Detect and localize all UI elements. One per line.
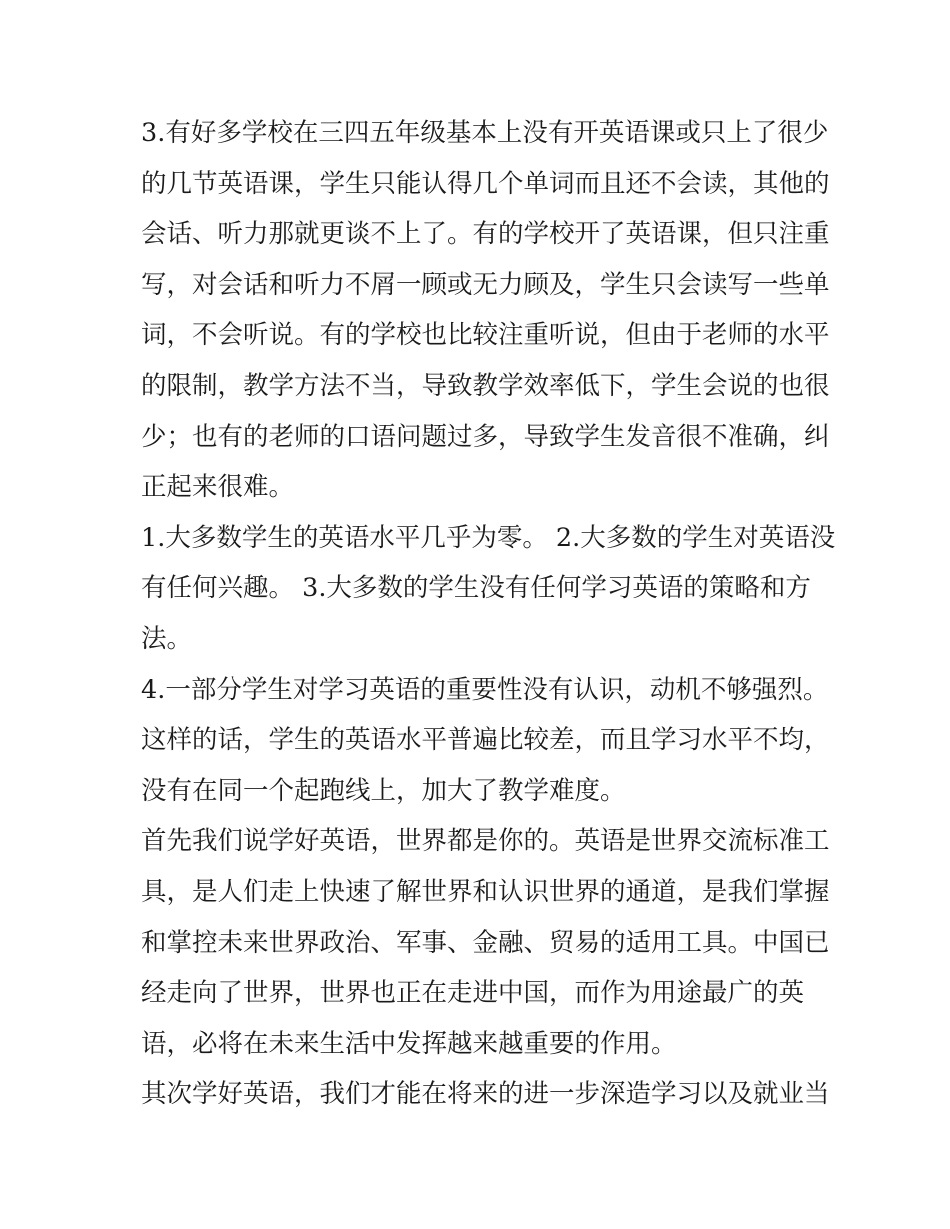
text-line: 4.一部分学生对学习英语的重要性没有认识，动机不够强烈。: [141, 674, 829, 705]
text-line: 正起来很难。: [141, 472, 295, 503]
text-line: 其次学好英语，我们才能在将来的进一步深造学习以及就业当: [141, 1079, 830, 1110]
text-line: 没有在同一个起跑线上，加大了教学难度。: [141, 775, 626, 806]
text-line: 写，对会话和听力不屑一顾或无力顾及，学生只会读写一些单: [141, 269, 830, 300]
text-line: 经走向了世界，世界也正在走进中国，而作为用途最广的英: [141, 978, 805, 1009]
text-line: 3.有好多学校在三四五年级基本上没有开英语课或只上了很少: [141, 118, 829, 148]
text-line: 法。: [141, 623, 193, 654]
text-line: 和掌控未来世界政治、军事、金融、贸易的适用工具。中国已: [141, 927, 830, 958]
text-line: 的几节英语课，学生只能认得几个单词而且还不会读，其他的: [141, 168, 830, 199]
body-text: [141, 108, 836, 1120]
text-line: 少；也有的老师的口语问题过多，导致学生发音很不准确，纠: [141, 421, 830, 452]
text-line: 首先我们说学好英语，世界都是你的。英语是世界交流标准工: [141, 826, 830, 857]
text-line: 具，是人们走上快速了解世界和认识世界的通道，是我们掌握: [141, 876, 830, 907]
text-line: 这样的话，学生的英语水平普遍比较差，而且学习水平不均，: [141, 725, 830, 756]
text-line: 词，不会听说。有的学校也比较注重听说，但由于老师的水平: [141, 320, 830, 351]
text-line: 有任何兴趣。 3.大多数的学生没有任何学习英语的策略和方: [141, 573, 811, 604]
text-line: 1.大多数学生的英语水平几乎为零。 2.大多数的学生对英语没: [141, 522, 836, 553]
text-line: 语，必将在未来生活中发挥越来越重要的作用。: [141, 1028, 677, 1059]
text-line: 会话、听力那就更谈不上了。有的学校开了英语课，但只注重: [141, 219, 830, 250]
text-line: 的限制，教学方法不当，导致教学效率低下，学生会说的也很: [141, 370, 830, 401]
